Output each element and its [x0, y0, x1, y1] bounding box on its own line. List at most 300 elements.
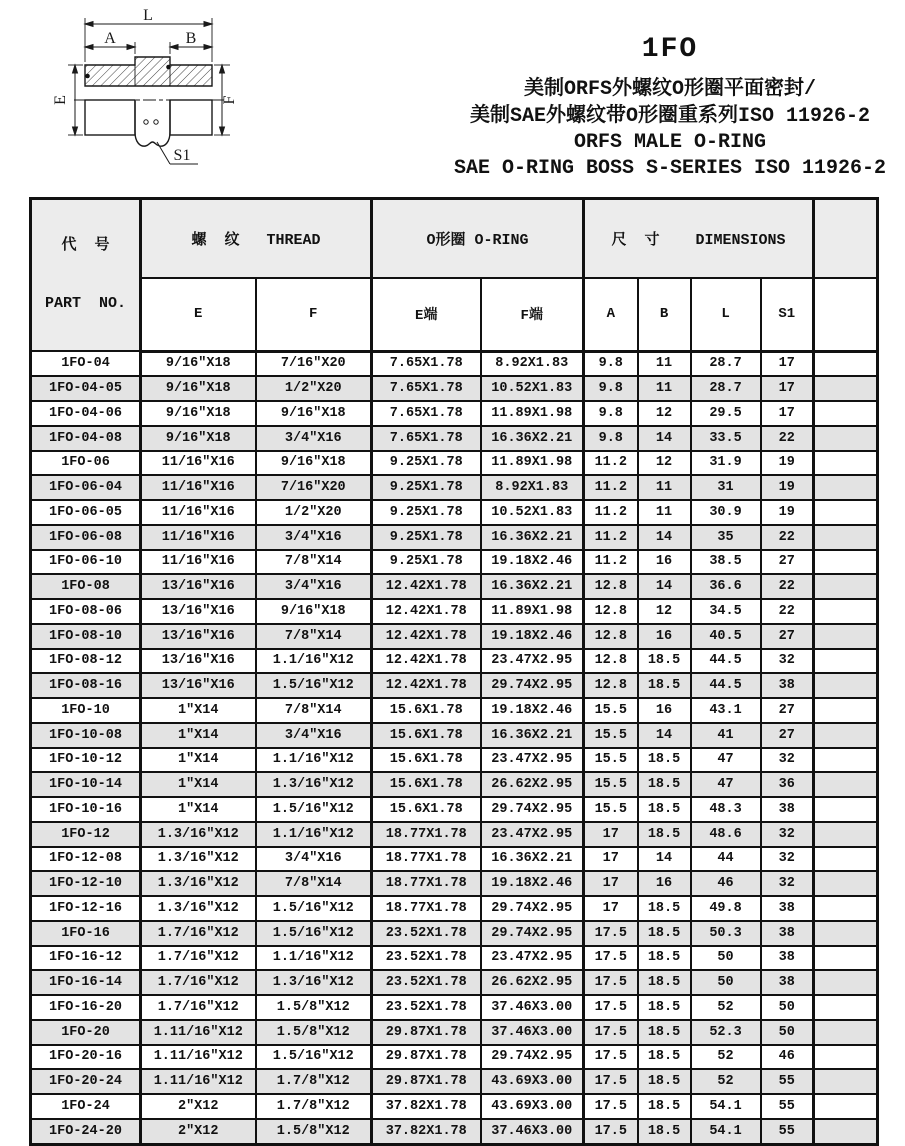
cell-oring-e-end: 12.42X1.78: [372, 624, 481, 649]
cell-dim-s1: 32: [761, 847, 814, 872]
col-group-empty: [814, 199, 878, 278]
cell-part-no: 1FO-20: [31, 1020, 141, 1045]
cell-empty: [814, 995, 878, 1020]
table-row: [31, 1119, 878, 1144]
part-header-cn: 代 号: [61, 237, 110, 254]
cell-oring-f-end: 23.47X2.95: [481, 649, 584, 674]
cell-dim-a: 9.8: [584, 426, 638, 451]
cell-dim-a: 17: [584, 822, 638, 847]
cell-thread-e: 1.3/16″X12: [141, 896, 256, 921]
cell-dim-a: 15.5: [584, 748, 638, 773]
cell-part-no: 1FO-06-08: [31, 525, 141, 550]
cell-empty: [814, 624, 878, 649]
cell-part-no: 1FO-04: [31, 351, 141, 376]
cell-part-no: 1FO-12-08: [31, 847, 141, 872]
cell-dim-b: 14: [638, 574, 691, 599]
table-row: [31, 748, 878, 773]
cell-thread-f: 1.3/16″X12: [256, 970, 372, 995]
cell-empty: [814, 426, 878, 451]
cell-dim-s1: 27: [761, 698, 814, 723]
cell-oring-f-end: 19.18X2.46: [481, 624, 584, 649]
cell-thread-e: 1″X14: [141, 723, 256, 748]
cell-dim-b: 18.5: [638, 1119, 691, 1144]
cell-dim-s1: 38: [761, 921, 814, 946]
cell-oring-f-end: 23.47X2.95: [481, 748, 584, 773]
cell-dim-l: 47: [691, 772, 761, 797]
cell-dim-b: 11: [638, 500, 691, 525]
cell-dim-a: 17.5: [584, 946, 638, 971]
cell-dim-a: 17.5: [584, 995, 638, 1020]
cell-dim-a: 17.5: [584, 1094, 638, 1119]
cell-dim-s1: 22: [761, 525, 814, 550]
cell-thread-f: 1.5/16″X12: [256, 896, 372, 921]
cell-thread-f: 9/16″X18: [256, 599, 372, 624]
cell-dim-l: 30.9: [691, 500, 761, 525]
cell-thread-e: 9/16″X18: [141, 401, 256, 426]
cell-thread-f: 1.1/16″X12: [256, 822, 372, 847]
cell-dim-a: 17: [584, 896, 638, 921]
cell-empty: [814, 376, 878, 401]
cell-dim-s1: 38: [761, 970, 814, 995]
cell-thread-f: 1.5/16″X12: [256, 673, 372, 698]
cell-oring-f-end: 10.52X1.83: [481, 500, 584, 525]
cell-empty: [814, 550, 878, 575]
table-row: [31, 624, 878, 649]
table-row: [31, 673, 878, 698]
cell-dim-s1: 19: [761, 500, 814, 525]
cell-oring-e-end: 18.77X1.78: [372, 871, 481, 896]
cell-thread-f: 7/8″X14: [256, 698, 372, 723]
cell-dim-a: 12.8: [584, 649, 638, 674]
cell-dim-b: 18.5: [638, 946, 691, 971]
cell-dim-a: 17.5: [584, 1020, 638, 1045]
cell-oring-f-end: 37.46X3.00: [481, 1119, 584, 1144]
cell-dim-l: 34.5: [691, 599, 761, 624]
cell-dim-a: 12.8: [584, 673, 638, 698]
table-row: [31, 1094, 878, 1119]
cell-thread-e: 1.3/16″X12: [141, 847, 256, 872]
table-row: [31, 1020, 878, 1045]
cell-thread-e: 9/16″X18: [141, 426, 256, 451]
cell-thread-e: 1.11/16″X12: [141, 1069, 256, 1094]
cell-dim-s1: 50: [761, 1020, 814, 1045]
cell-dim-a: 11.2: [584, 475, 638, 500]
cell-dim-a: 15.5: [584, 772, 638, 797]
title-cn-line2: 美制SAE外螺纹带O形圈重系列ISO 11926-2: [469, 105, 871, 128]
dim-label-a: A: [104, 30, 116, 47]
cell-empty: [814, 772, 878, 797]
cell-thread-f: 1.3/16″X12: [256, 772, 372, 797]
cell-empty: [814, 847, 878, 872]
col-header-l: L: [691, 278, 761, 351]
cell-dim-b: 18.5: [638, 673, 691, 698]
fitting-body-exterior: [85, 100, 212, 146]
cell-oring-f-end: 16.36X2.21: [481, 574, 584, 599]
cell-dim-b: 16: [638, 624, 691, 649]
cell-oring-f-end: 26.62X2.95: [481, 970, 584, 995]
cell-oring-f-end: 8.92X1.83: [481, 475, 584, 500]
fitting-body-section: [85, 57, 212, 86]
cell-thread-e: 13/16″X16: [141, 599, 256, 624]
cell-dim-a: 11.2: [584, 500, 638, 525]
cell-dim-l: 35: [691, 525, 761, 550]
cell-dim-s1: 38: [761, 797, 814, 822]
cell-empty: [814, 525, 878, 550]
cell-empty: [814, 599, 878, 624]
cell-dim-s1: 17: [761, 376, 814, 401]
cell-dim-b: 18.5: [638, 822, 691, 847]
cell-empty: [814, 673, 878, 698]
cell-dim-s1: 32: [761, 822, 814, 847]
cell-oring-f-end: 26.62X2.95: [481, 772, 584, 797]
cell-dim-s1: 46: [761, 1045, 814, 1070]
cell-thread-f: 3/4″X16: [256, 723, 372, 748]
cell-dim-a: 17.5: [584, 970, 638, 995]
cell-dim-b: 18.5: [638, 921, 691, 946]
cell-part-no: 1FO-08-06: [31, 599, 141, 624]
table-row: [31, 921, 878, 946]
title-en-line1: ORFS MALE O-RING: [573, 131, 767, 154]
cell-dim-a: 12.8: [584, 624, 638, 649]
cell-dim-s1: 32: [761, 871, 814, 896]
cell-thread-f: 1.5/8″X12: [256, 1119, 372, 1144]
cell-dim-a: 9.8: [584, 351, 638, 376]
table-row: [31, 1045, 878, 1070]
cell-part-no: 1FO-12-16: [31, 896, 141, 921]
table-row: [31, 772, 878, 797]
cell-thread-e: 1.3/16″X12: [141, 871, 256, 896]
dim-label-l: L: [143, 7, 153, 24]
cell-part-no: 1FO-24-20: [31, 1119, 141, 1144]
cell-dim-l: 50: [691, 946, 761, 971]
cell-part-no: 1FO-16-14: [31, 970, 141, 995]
cell-dim-l: 36.6: [691, 574, 761, 599]
col-group-thread: 螺 纹 THREAD: [141, 199, 372, 278]
cell-dim-s1: 38: [761, 673, 814, 698]
cell-thread-f: 9/16″X18: [256, 401, 372, 426]
cell-oring-e-end: 23.52X1.78: [372, 995, 481, 1020]
cell-oring-e-end: 23.52X1.78: [372, 921, 481, 946]
cell-thread-e: 1.7/16″X12: [141, 921, 256, 946]
cell-empty: [814, 871, 878, 896]
cell-oring-f-end: 19.18X2.46: [481, 550, 584, 575]
cell-part-no: 1FO-06: [31, 451, 141, 476]
cell-dim-l: 28.7: [691, 351, 761, 376]
col-header-s1: S1: [761, 278, 814, 351]
cell-dim-l: 31: [691, 475, 761, 500]
cell-part-no: 1FO-10-16: [31, 797, 141, 822]
cell-thread-e: 1.11/16″X12: [141, 1020, 256, 1045]
cell-dim-b: 18.5: [638, 1069, 691, 1094]
cell-dim-l: 38.5: [691, 550, 761, 575]
cell-oring-e-end: 29.87X1.78: [372, 1020, 481, 1045]
cell-dim-s1: 22: [761, 599, 814, 624]
cell-thread-e: 1″X14: [141, 772, 256, 797]
cell-dim-l: 48.6: [691, 822, 761, 847]
cell-part-no: 1FO-08-16: [31, 673, 141, 698]
cell-part-no: 1FO-16-20: [31, 995, 141, 1020]
cell-oring-e-end: 9.25X1.78: [372, 451, 481, 476]
col-header-a: A: [584, 278, 638, 351]
cell-thread-f: 1.1/16″X12: [256, 748, 372, 773]
cell-thread-e: 1″X14: [141, 698, 256, 723]
cell-oring-e-end: 7.65X1.78: [372, 376, 481, 401]
cell-dim-l: 33.5: [691, 426, 761, 451]
cell-empty: [814, 1020, 878, 1045]
dim-label-s1: S1: [173, 147, 191, 164]
cell-thread-f: 7/8″X14: [256, 871, 372, 896]
col-header-empty: [814, 278, 878, 351]
cell-oring-e-end: 7.65X1.78: [372, 351, 481, 376]
cell-thread-f: 1/2″X20: [256, 500, 372, 525]
cell-oring-f-end: 29.74X2.95: [481, 896, 584, 921]
table-row: [31, 599, 878, 624]
cell-part-no: 1FO-06-04: [31, 475, 141, 500]
cell-empty: [814, 475, 878, 500]
cell-dim-s1: 27: [761, 723, 814, 748]
cell-dim-b: 18.5: [638, 797, 691, 822]
cell-dim-s1: 55: [761, 1119, 814, 1144]
cell-dim-b: 11: [638, 475, 691, 500]
table-row: [31, 946, 878, 971]
table-row: [31, 847, 878, 872]
o-ring-dot-right: [166, 65, 171, 70]
cell-thread-f: 1.5/16″X12: [256, 921, 372, 946]
cell-oring-f-end: 16.36X2.21: [481, 847, 584, 872]
dim-label-f: F: [221, 95, 238, 105]
title-block: [435, 34, 905, 182]
cell-oring-f-end: 11.89X1.98: [481, 599, 584, 624]
cell-empty: [814, 351, 878, 376]
cell-part-no: 1FO-08: [31, 574, 141, 599]
col-header-part-no: [31, 199, 141, 352]
cell-dim-s1: 19: [761, 475, 814, 500]
cell-dim-s1: 36: [761, 772, 814, 797]
cell-dim-a: 15.5: [584, 698, 638, 723]
cell-dim-a: 9.8: [584, 401, 638, 426]
cell-dim-l: 46: [691, 871, 761, 896]
cell-oring-f-end: 16.36X2.21: [481, 723, 584, 748]
cell-dim-b: 18.5: [638, 970, 691, 995]
table-row: [31, 797, 878, 822]
cell-part-no: 1FO-20-16: [31, 1045, 141, 1070]
table-row: [31, 351, 878, 376]
cell-dim-b: 11: [638, 351, 691, 376]
cell-thread-e: 13/16″X16: [141, 649, 256, 674]
cell-oring-f-end: 43.69X3.00: [481, 1094, 584, 1119]
cell-dim-s1: 27: [761, 550, 814, 575]
col-header-thread-e: E: [141, 278, 256, 351]
cell-oring-f-end: 29.74X2.95: [481, 921, 584, 946]
cell-thread-f: 1.1/16″X12: [256, 649, 372, 674]
cell-oring-e-end: 18.77X1.78: [372, 822, 481, 847]
cell-thread-f: 7/8″X14: [256, 550, 372, 575]
cell-part-no: 1FO-10-14: [31, 772, 141, 797]
cell-dim-l: 52: [691, 995, 761, 1020]
cell-oring-e-end: 9.25X1.78: [372, 475, 481, 500]
cell-dim-a: 11.2: [584, 550, 638, 575]
cell-dim-b: 18.5: [638, 1045, 691, 1070]
cell-thread-f: 1.5/8″X12: [256, 995, 372, 1020]
cell-dim-b: 18.5: [638, 1020, 691, 1045]
cell-dim-a: 17: [584, 871, 638, 896]
cell-thread-e: 1″X14: [141, 748, 256, 773]
cell-thread-e: 2″X12: [141, 1094, 256, 1119]
table-row: [31, 376, 878, 401]
o-ring-dot-left: [85, 74, 90, 79]
cell-dim-s1: 38: [761, 946, 814, 971]
cell-dim-a: 11.2: [584, 525, 638, 550]
cell-dim-l: 52.3: [691, 1020, 761, 1045]
table-row: [31, 574, 878, 599]
cell-thread-e: 13/16″X16: [141, 673, 256, 698]
cell-thread-f: 1.5/16″X12: [256, 797, 372, 822]
cell-dim-b: 12: [638, 451, 691, 476]
cell-dim-b: 14: [638, 426, 691, 451]
cell-oring-f-end: 10.52X1.83: [481, 376, 584, 401]
cell-oring-e-end: 29.87X1.78: [372, 1069, 481, 1094]
cell-oring-f-end: 23.47X2.95: [481, 946, 584, 971]
cell-part-no: 1FO-10-12: [31, 748, 141, 773]
cell-oring-e-end: 15.6X1.78: [372, 698, 481, 723]
cell-dim-s1: 55: [761, 1069, 814, 1094]
cell-thread-e: 1.7/16″X12: [141, 995, 256, 1020]
cell-dim-b: 16: [638, 550, 691, 575]
dim-label-b: B: [185, 30, 197, 47]
cell-oring-e-end: 29.87X1.78: [372, 1045, 481, 1070]
cell-dim-l: 54.1: [691, 1119, 761, 1144]
cell-part-no: 1FO-24: [31, 1094, 141, 1119]
table-row: [31, 723, 878, 748]
cell-part-no: 1FO-10: [31, 698, 141, 723]
cell-oring-f-end: 29.74X2.95: [481, 797, 584, 822]
cell-oring-e-end: 12.42X1.78: [372, 649, 481, 674]
cell-oring-e-end: 37.82X1.78: [372, 1094, 481, 1119]
cell-dim-s1: 38: [761, 896, 814, 921]
cell-dim-b: 18.5: [638, 995, 691, 1020]
cell-oring-f-end: 16.36X2.21: [481, 426, 584, 451]
table-row: [31, 426, 878, 451]
cell-dim-l: 50.3: [691, 921, 761, 946]
cell-empty: [814, 500, 878, 525]
part-header-en: PART NO.: [44, 295, 126, 312]
cell-empty: [814, 748, 878, 773]
cell-thread-f: 9/16″X18: [256, 451, 372, 476]
cell-oring-f-end: 19.18X2.46: [481, 871, 584, 896]
cell-part-no: 1FO-06-05: [31, 500, 141, 525]
cell-dim-s1: 27: [761, 624, 814, 649]
cell-oring-f-end: 11.89X1.98: [481, 401, 584, 426]
table-row: [31, 550, 878, 575]
cell-oring-e-end: 9.25X1.78: [372, 500, 481, 525]
cell-thread-f: 3/4″X16: [256, 847, 372, 872]
cell-part-no: 1FO-12: [31, 822, 141, 847]
cell-thread-e: 13/16″X16: [141, 574, 256, 599]
cell-empty: [814, 1119, 878, 1144]
col-group-oring: O形圈 O-RING: [372, 199, 584, 278]
cell-dim-l: 49.8: [691, 896, 761, 921]
cell-oring-e-end: 15.6X1.78: [372, 723, 481, 748]
cell-part-no: 1FO-04-06: [31, 401, 141, 426]
cell-dim-b: 14: [638, 847, 691, 872]
cell-empty: [814, 574, 878, 599]
table-row: [31, 451, 878, 476]
cell-empty: [814, 1069, 878, 1094]
cell-oring-f-end: 19.18X2.46: [481, 698, 584, 723]
table-row: [31, 871, 878, 896]
cell-dim-l: 40.5: [691, 624, 761, 649]
cell-oring-f-end: 11.89X1.98: [481, 451, 584, 476]
page-title: 1FO: [641, 34, 699, 65]
spec-table: [29, 197, 879, 1146]
cell-oring-e-end: 18.77X1.78: [372, 847, 481, 872]
cell-oring-f-end: 29.74X2.95: [481, 1045, 584, 1070]
cell-part-no: 1FO-12-10: [31, 871, 141, 896]
hex-nut-outline: [135, 100, 170, 146]
cell-empty: [814, 797, 878, 822]
cell-dim-a: 17.5: [584, 1069, 638, 1094]
cell-empty: [814, 698, 878, 723]
cell-dim-l: 54.1: [691, 1094, 761, 1119]
cell-oring-e-end: 23.52X1.78: [372, 946, 481, 971]
cell-dim-b: 16: [638, 871, 691, 896]
cell-thread-f: 7/8″X14: [256, 624, 372, 649]
cell-thread-f: 1/2″X20: [256, 376, 372, 401]
cell-dim-s1: 19: [761, 451, 814, 476]
cell-part-no: 1FO-08-10: [31, 624, 141, 649]
cell-oring-f-end: 37.46X3.00: [481, 995, 584, 1020]
cell-part-no: 1FO-20-24: [31, 1069, 141, 1094]
cell-dim-a: 12.8: [584, 599, 638, 624]
cell-dim-s1: 50: [761, 995, 814, 1020]
cell-empty: [814, 1094, 878, 1119]
table-row: [31, 822, 878, 847]
title-en-line2: SAE O-RING BOSS S-SERIES ISO 11926-2: [453, 157, 887, 180]
cell-thread-f: 3/4″X16: [256, 574, 372, 599]
cell-part-no: 1FO-16-12: [31, 946, 141, 971]
cell-thread-e: 9/16″X18: [141, 351, 256, 376]
cell-dim-l: 48.3: [691, 797, 761, 822]
table-row: [31, 401, 878, 426]
table-row: [31, 896, 878, 921]
cell-oring-e-end: 15.6X1.78: [372, 748, 481, 773]
cell-thread-f: 1.5/16″X12: [256, 1045, 372, 1070]
cell-dim-l: 52: [691, 1045, 761, 1070]
cell-thread-f: 7/16″X20: [256, 351, 372, 376]
cell-thread-e: 1.11/16″X12: [141, 1045, 256, 1070]
table-row: [31, 649, 878, 674]
cell-dim-a: 11.2: [584, 451, 638, 476]
cell-thread-e: 11/16″X16: [141, 500, 256, 525]
cell-part-no: 1FO-04-05: [31, 376, 141, 401]
cell-empty: [814, 723, 878, 748]
table-row: [31, 698, 878, 723]
cell-dim-s1: 32: [761, 649, 814, 674]
cell-part-no: 1FO-16: [31, 921, 141, 946]
col-header-oring-e-end: E端: [372, 278, 481, 351]
cell-empty: [814, 649, 878, 674]
cell-oring-f-end: 37.46X3.00: [481, 1020, 584, 1045]
dim-label-e: E: [52, 95, 69, 105]
cell-dim-s1: 17: [761, 401, 814, 426]
cell-dim-b: 12: [638, 599, 691, 624]
cell-dim-b: 14: [638, 723, 691, 748]
cell-empty: [814, 1045, 878, 1070]
cell-dim-l: 47: [691, 748, 761, 773]
cell-oring-e-end: 12.42X1.78: [372, 574, 481, 599]
title-cn-line1: 美制ORFS外螺纹O形圈平面密封/: [523, 78, 816, 101]
cell-oring-e-end: 18.77X1.78: [372, 896, 481, 921]
